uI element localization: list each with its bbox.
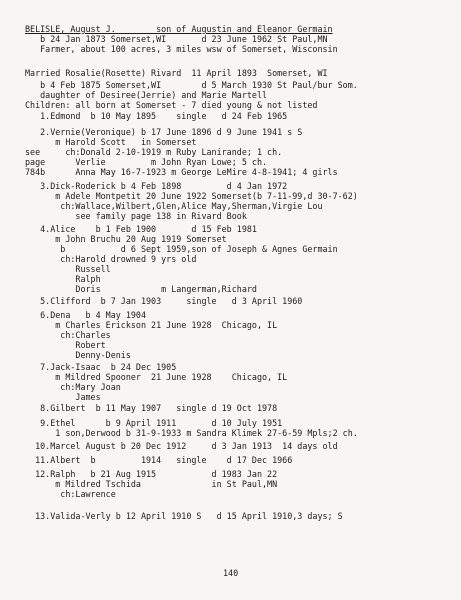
child-entry-line: 4.Alice b 1 Feb 1900 d 15 Feb 1981: [25, 224, 257, 234]
subject-occupation-line: Farmer, about 100 acres, 3 miles wsw of Somerset, Wisconsin: [25, 44, 338, 54]
children-intro-line: Children: all born at Somerset - 7 died young & not listed: [25, 100, 318, 110]
child-entry-line: b d 6 Sept 1959,son of Joseph & Agnes Germain: [25, 244, 338, 254]
child-entry-line: Robert: [25, 340, 106, 350]
child-entry-line: see ch:Donald 2-10-1919 m Ruby Lanirande; 1 ch.: [25, 147, 283, 157]
child-entry-line: 11.Albert b 1914 single d 17 Dec 1966: [25, 455, 293, 465]
child-entry-line: 2.Vernie(Veronique) b 17 June 1896 d 9 June 1941 s S: [25, 127, 303, 137]
child-entry-line: 9.Ethel b 9 April 1911 d 10 July 1951: [25, 418, 283, 428]
spouse-birth-death-line: b 4 Feb 1875 Somerset,WI d 5 March 1930 St Paul/bur Som.: [25, 80, 358, 90]
child-entry-line: see family page 138 in Rivard Book: [25, 211, 247, 221]
child-entry-line: m Mildred Spooner 21 June 1928 Chicago, IL: [25, 372, 288, 382]
child-entry-line: 6.Dena b 4 May 1904: [25, 310, 147, 320]
child-entry-line: m Harold Scott in Somerset: [25, 137, 197, 147]
child-entry-line: James: [25, 392, 101, 402]
child-entry-line: Ralph: [25, 274, 101, 284]
child-entry-line: 1 son,Derwood b 31-9-1933 m Sandra Klimek 27-6-59 Mpls;2 ch.: [25, 428, 358, 438]
child-entry-line: m Mildred Tschida in St Paul,MN: [25, 479, 278, 489]
child-entry-line: 12.Ralph b 21 Aug 1915 d 1983 Jan 22: [25, 469, 278, 479]
child-entry-line: Russell: [25, 264, 111, 274]
subject-name-heading: BELISLE, August J. son of Augustin and Eleanor Germain: [25, 24, 333, 34]
child-entry-line: 13.Valida-Verly b 12 April 1910 S d 15 April 1910,3 days; S: [25, 511, 343, 521]
child-entry-line: ch:Charles: [25, 330, 111, 340]
child-entry-line: ch:Lawrence: [25, 489, 116, 499]
child-entry-line: 10.Marcel August b 20 Dec 1912 d 3 Jan 1913 14 days old: [25, 441, 338, 451]
child-entry-line: Doris m Langerman,Richard: [25, 284, 257, 294]
child-entry-line: m Charles Erickson 21 June 1928 Chicago, IL: [25, 320, 278, 330]
child-entry-line: Denny-Denis: [25, 350, 131, 360]
child-entry-line: 3.Dick-Roderick b 4 Feb 1898 d 4 Jan 1972: [25, 181, 288, 191]
child-entry-line: ch:Wallace,Wilbert,Glen,Alice May,Sherman,Virgie Lou: [25, 201, 323, 211]
child-entry-line: 8.Gilbert b 11 May 1907 single d 19 Oct 1978: [25, 403, 278, 413]
spouse-parents-line: daughter of Desiree(Jerrie) and Marie Martell: [25, 90, 268, 100]
marriage-line: Married Rosalie(Rosette) Rivard 11 April 1893 Somerset, WI: [25, 68, 328, 78]
child-entry-line: 1.Edmond b 10 May 1895 single d 24 Feb 1965: [25, 111, 288, 121]
child-entry-line: ch:Mary Joan: [25, 382, 121, 392]
child-entry-line: 784b Anna May 16-7-1923 m George LeMire 4-8-1941; 4 girls: [25, 167, 338, 177]
subject-birth-death-line: b 24 Jan 1873 Somerset,WI d 23 June 1962 St Paul,MN: [25, 34, 328, 44]
child-entry-line: 7.Jack-Isaac b 24 Dec 1905: [25, 362, 177, 372]
child-entry-line: page Verlie m John Ryan Lowe; 5 ch.: [25, 157, 268, 167]
child-entry-line: 5.Clifford b 7 Jan 1903 single d 3 April 1960: [25, 296, 303, 306]
page-number: 140: [223, 568, 239, 578]
child-entry-line: m John Bruchu 20 Aug 1919 Somerset: [25, 234, 227, 244]
child-entry-line: ch:Harold drowned 9 yrs old: [25, 254, 197, 264]
child-entry-line: m Adele Montpetit 20 June 1922 Somerset(b 7-11-99,d 30-7-62): [25, 191, 358, 201]
